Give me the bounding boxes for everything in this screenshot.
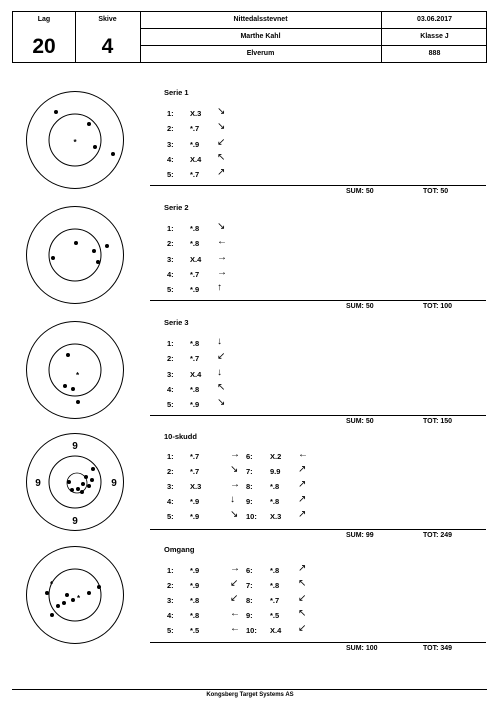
divider xyxy=(150,300,486,301)
shot-direction-icon: ↘ xyxy=(217,397,226,408)
inner-ring xyxy=(49,569,101,621)
shot-direction-icon: ← xyxy=(298,449,308,460)
shot-score: *.7 xyxy=(190,270,200,279)
skive-value: 4 xyxy=(101,35,114,58)
shot-score: X.2 xyxy=(270,452,282,461)
shot-score: X.3 xyxy=(270,512,282,521)
shot-number: 5: xyxy=(167,170,174,179)
shot-hole xyxy=(54,110,58,114)
divider xyxy=(150,529,486,530)
shot-hole xyxy=(74,241,78,245)
shot-number: 3: xyxy=(167,255,174,264)
shot-score: 9.9 xyxy=(270,467,281,476)
center-mark: * xyxy=(50,580,54,589)
shot-direction-icon: ↖ xyxy=(217,152,226,163)
series-sum: SUM: 50 xyxy=(346,188,374,195)
shot-direction-icon: ↘ xyxy=(230,464,239,475)
series-sum: SUM: 50 xyxy=(346,418,374,425)
shot-number: 8: xyxy=(246,596,253,605)
shot-hole xyxy=(50,613,54,617)
shot-direction-icon: ↗ xyxy=(298,563,307,574)
outer-ring xyxy=(27,547,124,644)
series-total: TOT: 249 xyxy=(423,532,453,539)
shot-number: 9: xyxy=(246,497,253,506)
shot-score: *.9 xyxy=(190,497,200,506)
shot-direction-icon: ↖ xyxy=(298,608,307,619)
shot-hole xyxy=(71,598,75,602)
shot-hole xyxy=(51,256,55,260)
ring-label-right: 9 xyxy=(111,478,117,489)
shot-number: 10: xyxy=(246,626,257,635)
inner-ring xyxy=(49,344,101,396)
shot-direction-icon: ↙ xyxy=(230,593,239,604)
shot-number: 1: xyxy=(167,109,174,118)
shot-score: *.5 xyxy=(190,626,200,635)
series-title: 10-skudd xyxy=(164,432,197,441)
shot-score: *.8 xyxy=(190,596,200,605)
shot-score: *.9 xyxy=(190,285,200,294)
shot-number: 7: xyxy=(246,467,253,476)
shot-direction-icon: ↓ xyxy=(230,494,235,505)
shot-score: X.4 xyxy=(190,370,202,379)
inner-ring xyxy=(49,229,101,281)
shot-hole xyxy=(90,478,94,482)
shot-number: 2: xyxy=(167,467,174,476)
shot-number: 3: xyxy=(167,140,174,149)
shot-direction-icon: ↘ xyxy=(230,509,239,520)
shot-direction-icon: ↗ xyxy=(217,167,226,178)
shooter-number: 888 xyxy=(428,50,441,57)
shot-score: *.9 xyxy=(190,581,200,590)
shot-hole xyxy=(87,122,91,126)
shot-score: *.8 xyxy=(270,566,280,575)
shot-direction-icon: ↘ xyxy=(217,106,226,117)
target-10-skudd xyxy=(25,432,125,532)
shot-score: X.4 xyxy=(190,155,202,164)
shot-hole xyxy=(65,593,69,597)
series-title: Serie 2 xyxy=(164,203,189,212)
event-date: 03.06.2017 xyxy=(416,16,453,23)
outer-ring xyxy=(27,207,124,304)
ring-label-bottom: 9 xyxy=(72,516,78,527)
shot-number: 3: xyxy=(167,482,174,491)
divider xyxy=(150,185,486,186)
shot-score: *.8 xyxy=(190,385,200,394)
center-mark: * xyxy=(76,371,80,380)
club-name: Elverum xyxy=(246,50,275,57)
shot-direction-icon: ↙ xyxy=(298,623,307,634)
shot-hole xyxy=(66,353,70,357)
shot-score: *.7 xyxy=(190,467,200,476)
shot-score: *.8 xyxy=(270,497,280,506)
series-title: Serie 1 xyxy=(164,88,189,97)
shot-number: 4: xyxy=(167,611,174,620)
footer-divider xyxy=(12,689,487,690)
shot-score: X.3 xyxy=(190,482,202,491)
shot-hole xyxy=(87,591,91,595)
shot-hole xyxy=(105,244,109,248)
leg-value: 20 xyxy=(32,35,56,58)
series-sum: SUM: 50 xyxy=(346,303,374,310)
shot-number: 1: xyxy=(167,566,174,575)
shot-direction-icon: ↗ xyxy=(298,464,307,475)
shot-score: X.4 xyxy=(190,255,202,264)
shot-score: *.9 xyxy=(190,566,200,575)
shot-score: *.7 xyxy=(190,124,200,133)
footer-text: Kongsberg Target Systems AS xyxy=(206,692,294,698)
shot-direction-icon: ↙ xyxy=(217,137,226,148)
series-title: Serie 3 xyxy=(164,318,189,327)
divider xyxy=(140,28,486,29)
shot-hole xyxy=(45,591,49,595)
shot-number: 10: xyxy=(246,512,257,521)
shooter-class: Klasse J xyxy=(420,33,449,40)
inner-ring xyxy=(49,456,101,508)
shot-hole xyxy=(76,487,80,491)
shot-score: *.9 xyxy=(190,512,200,521)
shot-score: *.7 xyxy=(190,354,200,363)
shooter-name: Marthe Kahl xyxy=(240,33,281,40)
shot-score: *.8 xyxy=(190,224,200,233)
shot-hole xyxy=(70,488,74,492)
shot-direction-icon: ↖ xyxy=(298,578,307,589)
center-mark: * xyxy=(73,138,77,147)
target-serie-2 xyxy=(25,205,125,305)
shot-direction-icon: ↗ xyxy=(298,509,307,520)
divider xyxy=(140,45,486,46)
outer-ring xyxy=(27,322,124,419)
shot-direction-icon: ↙ xyxy=(230,578,239,589)
shot-number: 2: xyxy=(167,354,174,363)
shot-direction-icon: → xyxy=(230,563,240,574)
shot-number: 2: xyxy=(167,239,174,248)
shot-direction-icon: ↗ xyxy=(298,479,307,490)
series-total: TOT: 349 xyxy=(423,645,453,652)
shot-direction-icon: → xyxy=(217,267,227,278)
shot-hole xyxy=(87,484,91,488)
shot-direction-icon: ↙ xyxy=(217,351,226,362)
series-total: TOT: 100 xyxy=(423,303,453,310)
shot-hole xyxy=(67,480,71,484)
shot-number: 5: xyxy=(167,400,174,409)
shot-direction-icon: ↓ xyxy=(217,336,222,347)
shot-number: 3: xyxy=(167,370,174,379)
shot-number: 1: xyxy=(167,452,174,461)
shot-score: *.8 xyxy=(190,239,200,248)
shot-hole xyxy=(80,490,84,494)
shot-direction-icon: ↘ xyxy=(217,221,226,232)
shot-number: 9: xyxy=(246,611,253,620)
series-sum: SUM: 99 xyxy=(346,532,374,539)
shot-hole xyxy=(84,475,88,479)
shot-direction-icon: ← xyxy=(230,623,240,634)
target-serie-1 xyxy=(25,90,125,190)
shot-direction-icon: ← xyxy=(217,236,227,247)
shot-hole xyxy=(81,482,85,486)
shot-score: *.8 xyxy=(270,482,280,491)
series-total: TOT: 50 xyxy=(423,188,449,195)
skive-label: Skive xyxy=(98,16,117,23)
shot-hole xyxy=(111,152,115,156)
divider xyxy=(150,415,486,416)
shot-hole xyxy=(62,601,66,605)
shot-number: 2: xyxy=(167,124,174,133)
series-sum: SUM: 100 xyxy=(346,645,378,652)
shot-direction-icon: ↘ xyxy=(217,121,226,132)
shot-direction-icon: ← xyxy=(230,608,240,619)
shot-hole xyxy=(71,387,75,391)
shot-score: *.9 xyxy=(190,140,200,149)
shot-score: *.7 xyxy=(270,596,280,605)
shot-number: 2: xyxy=(167,581,174,590)
target-serie-3 xyxy=(25,320,125,420)
shot-score: *.9 xyxy=(190,400,200,409)
center-mark: * xyxy=(77,594,81,603)
shot-number: 1: xyxy=(167,339,174,348)
shot-hole xyxy=(56,604,60,608)
target-omgang xyxy=(25,545,125,645)
shot-number: 5: xyxy=(167,285,174,294)
shot-number: 3: xyxy=(167,596,174,605)
shot-number: 4: xyxy=(167,385,174,394)
shot-number: 5: xyxy=(167,512,174,521)
shot-score: X.4 xyxy=(270,626,282,635)
shot-direction-icon: ↖ xyxy=(217,382,226,393)
ring-label-top: 9 xyxy=(72,441,78,452)
shot-hole xyxy=(96,260,100,264)
shot-number: 6: xyxy=(246,452,253,461)
shot-number: 6: xyxy=(246,566,253,575)
shot-hole xyxy=(63,384,67,388)
shot-direction-icon: ↓ xyxy=(217,367,222,378)
shot-direction-icon: → xyxy=(230,479,240,490)
series-title: Omgang xyxy=(164,545,195,554)
shot-score: *.8 xyxy=(270,581,280,590)
shot-direction-icon: ↗ xyxy=(298,494,307,505)
divider xyxy=(150,642,486,643)
shot-number: 5: xyxy=(167,626,174,635)
shot-direction-icon: ↑ xyxy=(217,282,222,293)
shot-direction-icon: → xyxy=(230,449,240,460)
shot-score: *.5 xyxy=(270,611,280,620)
leg-label: Lag xyxy=(37,16,51,23)
shot-number: 4: xyxy=(167,155,174,164)
shot-number: 7: xyxy=(246,581,253,590)
shot-hole xyxy=(76,400,80,404)
ring-label-left: 9 xyxy=(35,478,41,489)
shot-hole xyxy=(92,249,96,253)
shot-score: *.8 xyxy=(190,611,200,620)
shot-number: 8: xyxy=(246,482,253,491)
shot-number: 4: xyxy=(167,497,174,506)
shot-hole xyxy=(97,585,101,589)
shot-score: X.3 xyxy=(190,109,202,118)
header-table xyxy=(12,11,487,63)
shot-direction-icon: ↙ xyxy=(298,593,307,604)
shot-score: *.7 xyxy=(190,452,200,461)
event-name: Nittedalsstevnet xyxy=(233,16,288,23)
shot-number: 1: xyxy=(167,224,174,233)
shot-direction-icon: → xyxy=(217,252,227,263)
shot-hole xyxy=(93,145,97,149)
shot-number: 4: xyxy=(167,270,174,279)
shot-hole xyxy=(91,467,95,471)
shot-score: *.8 xyxy=(190,339,200,348)
series-total: TOT: 150 xyxy=(423,418,453,425)
shot-score: *.7 xyxy=(190,170,200,179)
